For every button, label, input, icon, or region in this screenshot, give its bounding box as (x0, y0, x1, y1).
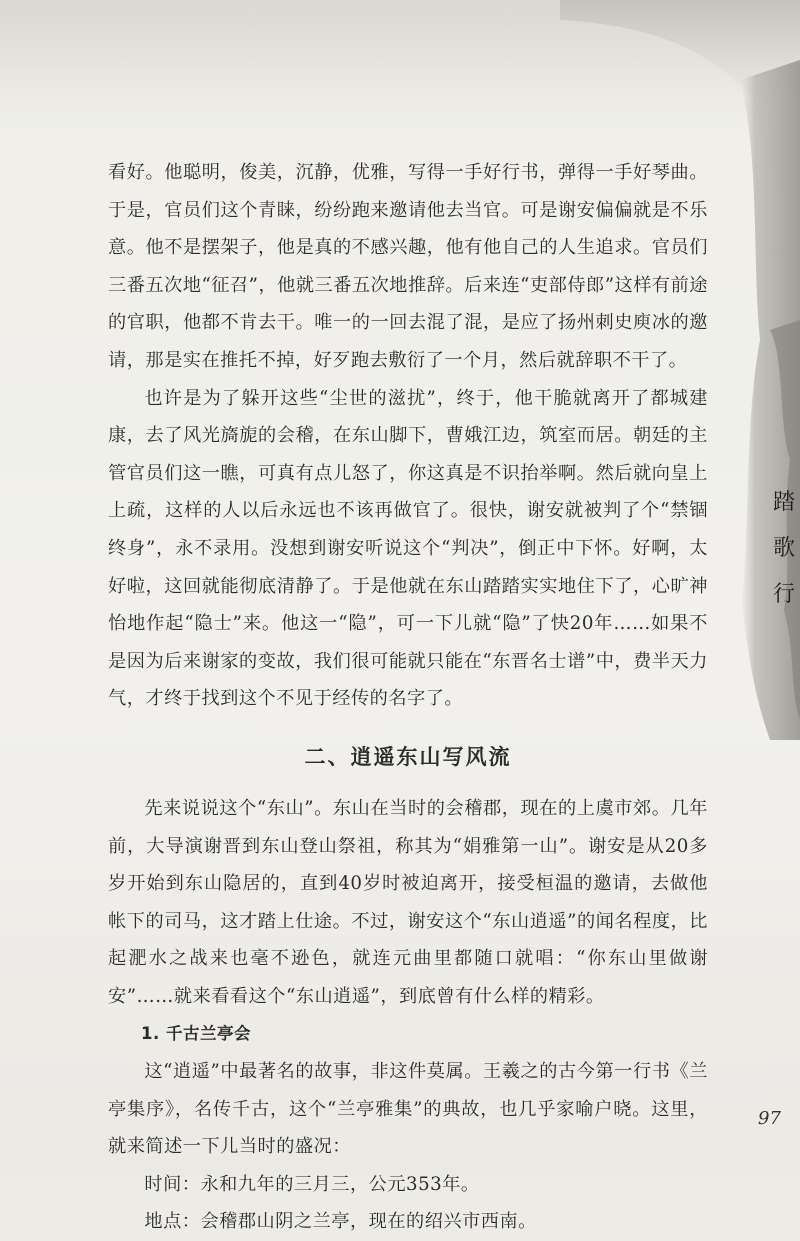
body-paragraph-4: 这“逍遥”中最著名的故事，非这件莫属。王羲之的古今第一行书《兰亭集序》，名传千古，这个“兰亭雅集”的典故，也几乎家喻户晓。这里，就来简述一下儿当时的盛况： (108, 1061, 708, 1158)
section-heading: 二、逍遥东山写风流 (304, 744, 512, 769)
page-number: 97 (758, 1108, 781, 1129)
time-line: 时间：永和九年的三月三，公元353年。 (144, 1173, 480, 1195)
place-line: 地点：会稽郡山阴之兰亭，现在的绍兴市西南。 (144, 1211, 537, 1233)
running-title-char: 行 (772, 582, 795, 607)
main-text-column (108, 154, 708, 1241)
body-paragraph-1: 看好。他聪明，俊美，沉静，优雅，写得一手好行书，弹得一手好琴曲。于是，官员们这个青睐，纷纷跑来邀请他去当官。可是谢安偏偏就是不乐意。他不是摆架子，他是真的不感兴趣，他有他自己的人生追求。官员们三番五次地“征召”，他就三番五次地推辞。后来连“吏部侍郎”这样有前途的官职，他都不肯去干。唯一的一回去混了混，是应了扬州刺史庾冰的邀请，那是实在推托不掉，好歹跑去敷衍了一个月，然后就辞职不干了。 (108, 162, 708, 371)
running-title (770, 480, 798, 618)
sub-heading: 1. 千古兰亭会 (141, 1024, 251, 1044)
body-paragraph-3: 先来说说这个“东山”。东山在当时的会稽郡，现在的上虞市郊。几年前，大导演谢晋到东山登山祭祖，称其为“娟雅第一山”。谢安是从20多岁开始到东山隐居的，直到40岁时被迫离开，接受桓温的邀请，去做他帐下的司马，这才踏上仕途。不过，谢安这个“东山逍遥”的闻名程度，比起淝水之战来也毫不逊色，就连元曲里都随口就唱：“你东山里做谢安”……就来看看这个“东山逍遥”，到底曾有什么样的精彩。 (108, 797, 708, 1007)
running-title-char: 踏 (772, 490, 795, 515)
body-paragraph-2: 也许是为了躲开这些“尘世的滋扰”，终于，他干脆就离开了都城建康，去了风光旖旎的会稽，在东山脚下，曹娥江边，筑室而居。朝廷的主管官员们这一瞧，可真有点儿怒了，你这真是不识抬举啊。然后就向皇上上疏，这样的人以后永远也不该再做官了。很快，谢安就被判了个“禁锢终身”，永不录用。没想到谢安听说这个“判决”，倒正中下怀。好啊，太好啦，这回就能彻底清静了。于是他就在东山踏踏实实地住下了，心旷神怡地作起“隐士”来。他这一“隐”，可一下儿就“隐”了快20年……如果不是因为后来谢家的变故，我们很可能就只能在“东晋名士谱”中，费半天力气，才终于找到这个不见于经传的名字了。 (108, 387, 708, 710)
running-title-char: 歌 (772, 536, 795, 561)
